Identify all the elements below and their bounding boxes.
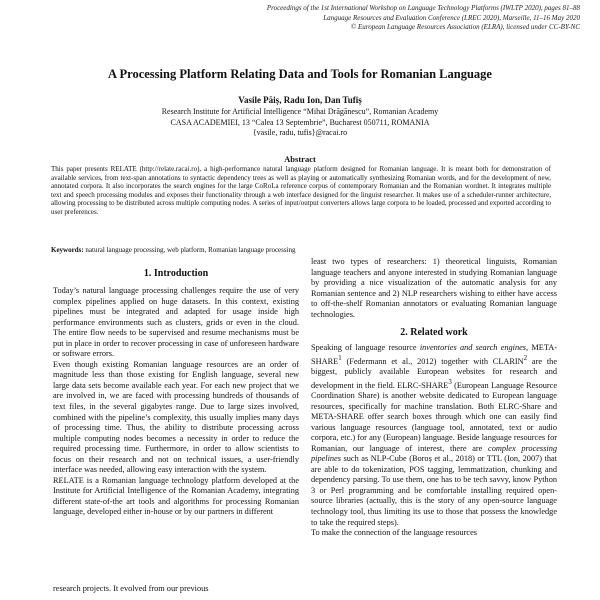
section-heading-related-work: 2. Related work — [400, 327, 468, 339]
author-affiliation — [0, 107, 600, 139]
header-line-conference: Language Resources and Evaluation Conference (LREC 2020), Marseille, 11–16 May 2020 — [323, 13, 580, 22]
left-column — [53, 268, 299, 518]
header-line-proceedings: Proceedings of the 1st International Workshop on Language Technology Platforms (IWLTP 2020), pages 81–88 — [266, 4, 580, 12]
abstract-text: This paper presents RELATE (http://relate.racai.ro), a high-performance natural language platform designed for Romanian language. It is meant both for demonstration of available services, from text-span annotations to syntactic dependency trees as well as playing or automatically synthesizing Romanian words, and for the development of new, annotated corpora. It also incorporates the search engines for the large CoRoLa reference corpus of contemporary Romanian and the Romanian wordnet. It integrates multiple text and speech processing modules and exposes their functionality through a web interface designed for the linguist researcher. It makes use of a scheduler-runner architecture, allowing processing to be distributed across multiple computing nodes. A series of input/output converters allows large corpora to be loaded, processed and exported according to user preferences. — [51, 165, 551, 216]
related-work-paragraph: Speaking of language resource inventories and search engines, META-SHARE$^1$ (Federmann et al., 2012) together with CLARIN$^2$ are the biggest, publicly available European websites for research and development in the field. ELRC-SHARE$^3$ (European Language Resource Coordination Share) is another website dedicated to European language resources, specifically for machine translation. Both ELRC-Share and META-SHARE offer search boxes through which one can easily find various language resources (language tool, annotated, text or audio corpora, etc.) for any (European) language. Beside language resources for Romanian, our language of interest, there are complex processing pipelines such as NLP-Cube (Boroș et al., 2018) or TTL (Ion, 2007) that are able to do tokenization, POS tagging, lemmatization, chunking and dependency parsing. To use them, one has to be tech savvy, know Python 3 or Perl programming and be comfortable installing required open-source libraries (actually, this is the story of any open-source language technology tool, thus limiting its use to those that possess the knowledge to take the required steps). — [311, 343, 558, 527]
keywords-line — [51, 246, 551, 255]
header-line-license: © European Language Resources Association (ELRA), licensed under CC-BY-NC — [350, 23, 580, 31]
keywords-label: Keywords: — [51, 246, 84, 254]
paper-authors: Vasile Păiș, Radu Ion, Dan Tufiș — [238, 95, 362, 105]
intro-continuation-paragraph: least two types of researchers: 1) theoretical linguists, Romanian language teachers and anyone interested in studying Romanian language by providing a nice visualization of the automatic analysis for any Romanian sentence and 2) NLP researchers wishing to either have access to off-the-shelf Romanian annotators or evaluating Romanian language technologies. — [311, 257, 557, 319]
left-column-cutoff-line: research projects. It evolved from our previous — [53, 584, 209, 593]
proceedings-header — [0, 4, 600, 33]
abstract-heading: Abstract — [284, 154, 316, 164]
related-work-next-paragraph-start: To make the connection of the language resources — [311, 528, 477, 538]
affiliation-emails: {vasile, radu, tufis}@racai.ro — [252, 128, 348, 137]
section-heading-introduction: 1. Introduction — [143, 268, 209, 279]
affiliation-address: CASA ACADEMIEI, 13 “Calea 13 Septembrie”, Bucharest 050711, ROMANIA — [170, 117, 430, 127]
footnote-marker: 3 — [448, 378, 452, 386]
right-column — [311, 257, 557, 539]
intro-paragraph-1: Today’s natural language processing challenges require the use of very complex pipelines applied on huge datasets. In this context, existing pipelines must be integrated and adapted for usage inside high performance environments such as clusters, grids or even in the cloud. The entire flow needs to be supervised and resume mechanisms must be put in place in order to recover processing in case of unforeseen hardware or software errors. — [53, 286, 299, 359]
intro-paragraph-3: RELATE is a Romanian language technology platform developed at the Institute for Artificial Intelligence of the Romanian Academy, integrating different state-of-the art tools and algorithms for processing Romanian language, developed either in-house or by our partners in different — [53, 475, 299, 517]
footnote-marker: 2 — [523, 354, 528, 362]
footnote-marker: 1 — [338, 354, 342, 362]
keywords-list: natural language processing, web platform, Romanian language processing — [83, 246, 296, 254]
paper-title: A Processing Platform Relating Data and Tools for Romanian Language — [108, 67, 492, 81]
affiliation-institute: Research Institute for Artificial Intelligence “Mihai Drăgănescu”, Romanian Academy — [161, 107, 439, 116]
intro-paragraph-2: Even though existing Romanian language resources are an order of magnitude less than those existing for English language, several new large data sets become available each year. For each new project that we are involved in, we are faced with processing hundreds of thousands of text files, in the several gigabytes range. Due to large sizes involved, combined with the pipeline’s complexity, this usually implies many days of processing time. Thus, the ability to distribute processing across multiple computing nodes becomes a necessity in order to reduce the required processing time. Furthermore, in order to allow scientists to focus on their research and not on technical issues, a user-friendly interface was needed, allowing easy interaction with the system. — [53, 359, 299, 475]
